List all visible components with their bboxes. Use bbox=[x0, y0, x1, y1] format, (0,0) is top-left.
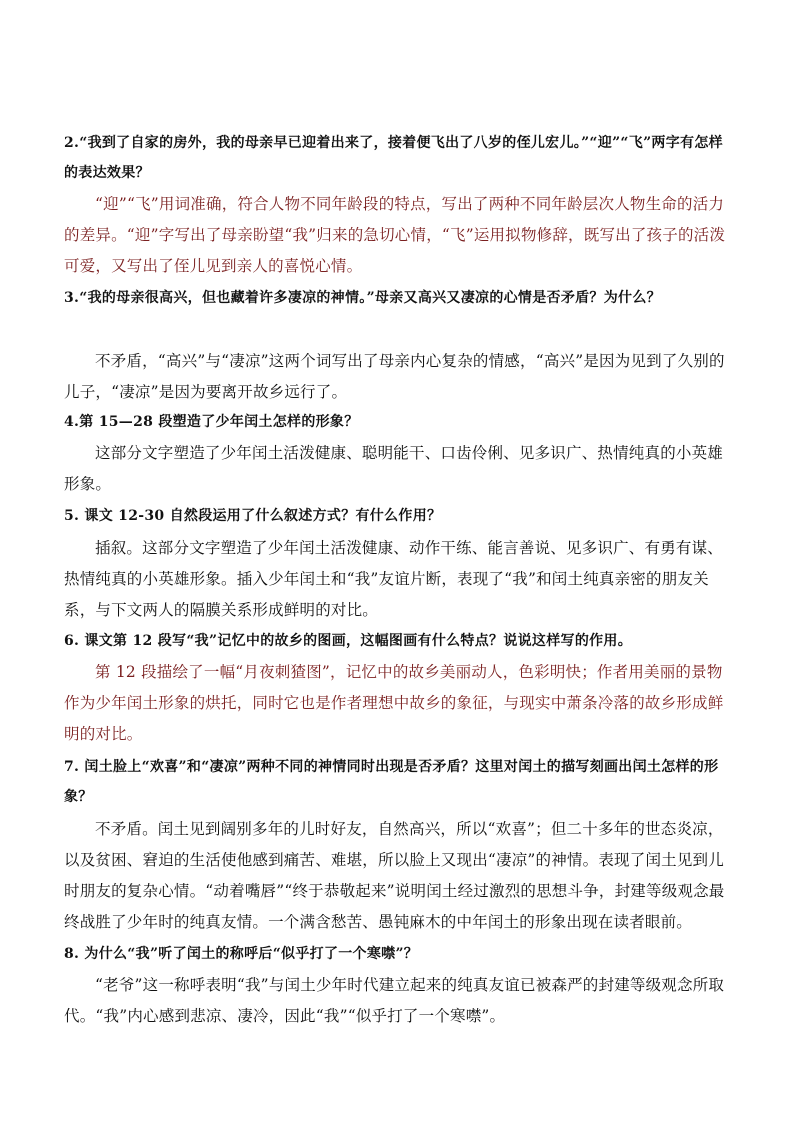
answer-5: 插叙。这部分文字塑造了少年闰土活泼健康、动作干练、能言善说、见多识广、有勇有谋、热情纯真的小英雄形象。插入少年闰土和“我”友谊片断，表现了“我”和闰土纯真亲密的朋友关系，与下文两人的隔膜关系形成鲜明的对比。 bbox=[64, 539, 724, 619]
question-6: 6. 课文第 12 段写“我”记忆中的故乡的图画，这幅图画有什么特点？说说这样写的作用。 bbox=[64, 633, 633, 649]
question-2: 2.“我到了自家的房外，我的母亲早已迎着出来了，接着便飞出了八岁的侄儿宏儿。”“迎”“飞”两字有怎样的表达效果？ bbox=[64, 135, 723, 181]
answer-8: “老爷”这一称呼表明“我”与闰土少年时代建立起来的纯真友谊已被森严的封建等级观念所取代。“我”内心感到悲凉、凄冷，因此“我”“似乎打了一个寒噤”。 bbox=[64, 976, 725, 1025]
question-3: 3.“我的母亲很高兴，但也藏着许多凄凉的神情。”母亲又高兴又凄凉的心情是否矛盾？为什么？ bbox=[64, 290, 661, 306]
answer-7: 不矛盾。闰土见到阔别多年的儿时好友，自然高兴，所以“欢喜”；但二十多年的世态炎凉，以及贫困、窘迫的生活使他感到痛苦、难堪，所以脸上又现出“凄凉”的神情。表现了闰土见到儿时朋友的复杂心情。“动着嘴唇”“终于恭敬起来”说明闰土经过激烈的思想斗争，封建等级观念最终战胜了少年时的纯真友情。一个满含愁苦、愚钝麻木的中年闰土的形象出现在读者眼前。 bbox=[64, 820, 725, 931]
question-8: 8. 为什么“我”听了闰土的称呼后“似乎打了一个寒噤”？ bbox=[64, 946, 419, 962]
answer-3: 不矛盾，“高兴”与“凄凉”这两个词写出了母亲内心复杂的情感，“高兴”是因为见到了久别的儿子，“凄凉”是因为要离开故乡远行了。 bbox=[64, 352, 725, 401]
question-7: 7. 闰土脸上“欢喜”和“凄凉”两种不同的神情同时出现是否矛盾？这里对闰土的描写刻画出闰土怎样的形象？ bbox=[64, 759, 719, 805]
question-4: 4.第 15—28 段塑造了少年闰土怎样的形象？ bbox=[64, 414, 359, 430]
answer-6: 第 12 段描绘了一幅“月夜刺猹图”，记忆中的故乡美丽动人，色彩明快；作者用美丽的景物作为少年闰土形象的烘托，同时它也是作者理想中故乡的象征，与现实中萧条冷落的故乡形成鲜明的对比。 bbox=[64, 663, 724, 743]
answer-4: 这部分文字塑造了少年闰土活泼健康、聪明能干、口齿伶俐、见多识广、热情纯真的小英雄形象。 bbox=[64, 444, 724, 493]
answer-2: “迎”“飞”用词准确，符合人物不同年龄段的特点，写出了两种不同年龄层次人物生命的活力的差异。“迎”字写出了母亲盼望“我”归来的急切心情，“飞”运用拟物修辞，既写出了孩子的活泼可爱，又写出了侄儿见到亲人的喜悦心情。 bbox=[64, 195, 726, 275]
question-5: 5. 课文 12-30 自然段运用了什么叙述方式？有什么作用？ bbox=[64, 508, 442, 524]
